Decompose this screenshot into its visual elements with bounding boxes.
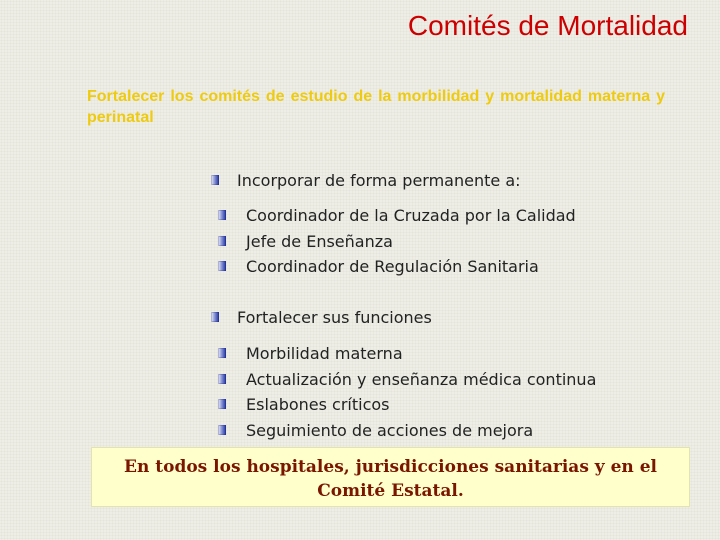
square-bullet-icon bbox=[218, 261, 226, 271]
square-bullet-icon bbox=[218, 236, 226, 246]
intro-text: Fortalecer los comités de estudio de la morbilidad y mortalidad materna y perinatal bbox=[87, 88, 665, 126]
incorporate-list bbox=[218, 206, 576, 283]
list-item-label: Jefe de Enseñanza bbox=[246, 231, 393, 251]
list-item bbox=[218, 232, 576, 258]
section-heading-incorporate bbox=[211, 171, 521, 190]
square-bullet-icon bbox=[218, 210, 226, 220]
list-item-label: Eslabones críticos bbox=[246, 395, 390, 414]
slide-title: Comités de Mortalidad bbox=[407, 10, 688, 41]
list-item-label: Actualización y enseñanza médica continua bbox=[246, 369, 597, 389]
square-bullet-icon bbox=[218, 425, 226, 435]
list-item-label: Morbilidad materna bbox=[246, 344, 403, 363]
callout-box: En todos los hospitales, jurisdicciones sanitarias y en el Comité Estatal. bbox=[91, 447, 690, 507]
square-bullet-icon bbox=[211, 312, 219, 322]
list-item bbox=[218, 370, 596, 396]
functions-list bbox=[218, 344, 596, 446]
list-item bbox=[218, 395, 596, 421]
list-item bbox=[218, 421, 596, 447]
list-item-label: Coordinador de Regulación Sanitaria bbox=[246, 257, 539, 276]
square-bullet-icon bbox=[211, 175, 219, 185]
list-item bbox=[218, 257, 576, 283]
square-bullet-icon bbox=[218, 399, 226, 409]
list-item-label: Coordinador de la Cruzada por la Calidad bbox=[246, 206, 576, 225]
section-heading-functions bbox=[211, 308, 432, 327]
square-bullet-icon bbox=[218, 374, 226, 384]
list-item-label: Seguimiento de acciones de mejora bbox=[246, 420, 534, 440]
section-heading-label: Fortalecer sus funciones bbox=[237, 308, 432, 327]
section-heading-label: Incorporar de forma permanente a: bbox=[237, 171, 521, 190]
list-item bbox=[218, 206, 576, 232]
square-bullet-icon bbox=[218, 348, 226, 358]
list-item bbox=[218, 344, 596, 370]
